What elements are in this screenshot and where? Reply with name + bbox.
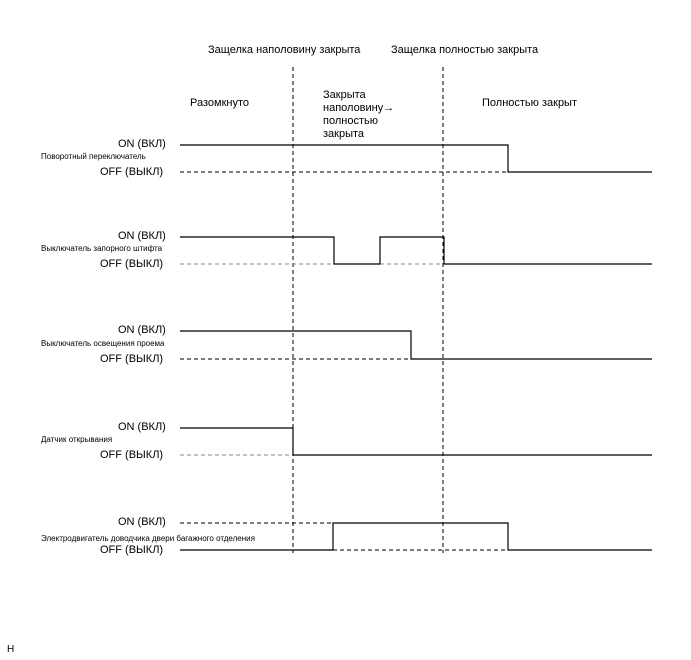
opening-name: Датчик открывания — [41, 435, 113, 444]
footer-code: H — [7, 644, 15, 655]
motor-name: Электродвигатель доводчика двери багажного отделения — [41, 534, 255, 543]
rotary-on-label: ON (ВКЛ) — [118, 138, 166, 150]
state-half-to-full-line2: наполовину→ — [323, 102, 395, 114]
signal-rotary-switch — [180, 145, 652, 172]
header-half-latch: Защелка наполовину закрыта — [208, 44, 361, 56]
state-half-to-full-line1: Закрыта — [323, 89, 366, 101]
rotary-name: Поворотный переключатель — [41, 152, 146, 161]
courtesy-off-label: OFF (ВЫКЛ) — [100, 353, 164, 365]
state-half-to-full-line4: закрыта — [323, 128, 365, 140]
motor-on-label: ON (ВКЛ) — [118, 516, 166, 528]
state-fully-closed: Полностью закрыт — [482, 97, 578, 109]
courtesy-on-label: ON (ВКЛ) — [118, 324, 166, 336]
signal-lock-pin-switch — [180, 237, 652, 264]
state-open: Разомкнуто — [190, 97, 249, 109]
signal-courtesy-switch — [180, 331, 652, 359]
opening-off-label: OFF (ВЫКЛ) — [100, 449, 164, 461]
lockpin-off-label: OFF (ВЫКЛ) — [100, 258, 164, 270]
lockpin-name: Выключатель запорного штифта — [41, 244, 163, 253]
header-full-latch: Защелка полностью закрыта — [391, 44, 539, 56]
lockpin-on-label: ON (ВКЛ) — [118, 230, 166, 242]
state-half-to-full-line3: полностью — [323, 115, 378, 127]
courtesy-name: Выключатель освещения проема — [41, 339, 165, 348]
rotary-off-label: OFF (ВЫКЛ) — [100, 166, 164, 178]
opening-on-label: ON (ВКЛ) — [118, 421, 166, 433]
signal-opening-sensor — [180, 428, 652, 455]
motor-off-label: OFF (ВЫКЛ) — [100, 544, 164, 556]
